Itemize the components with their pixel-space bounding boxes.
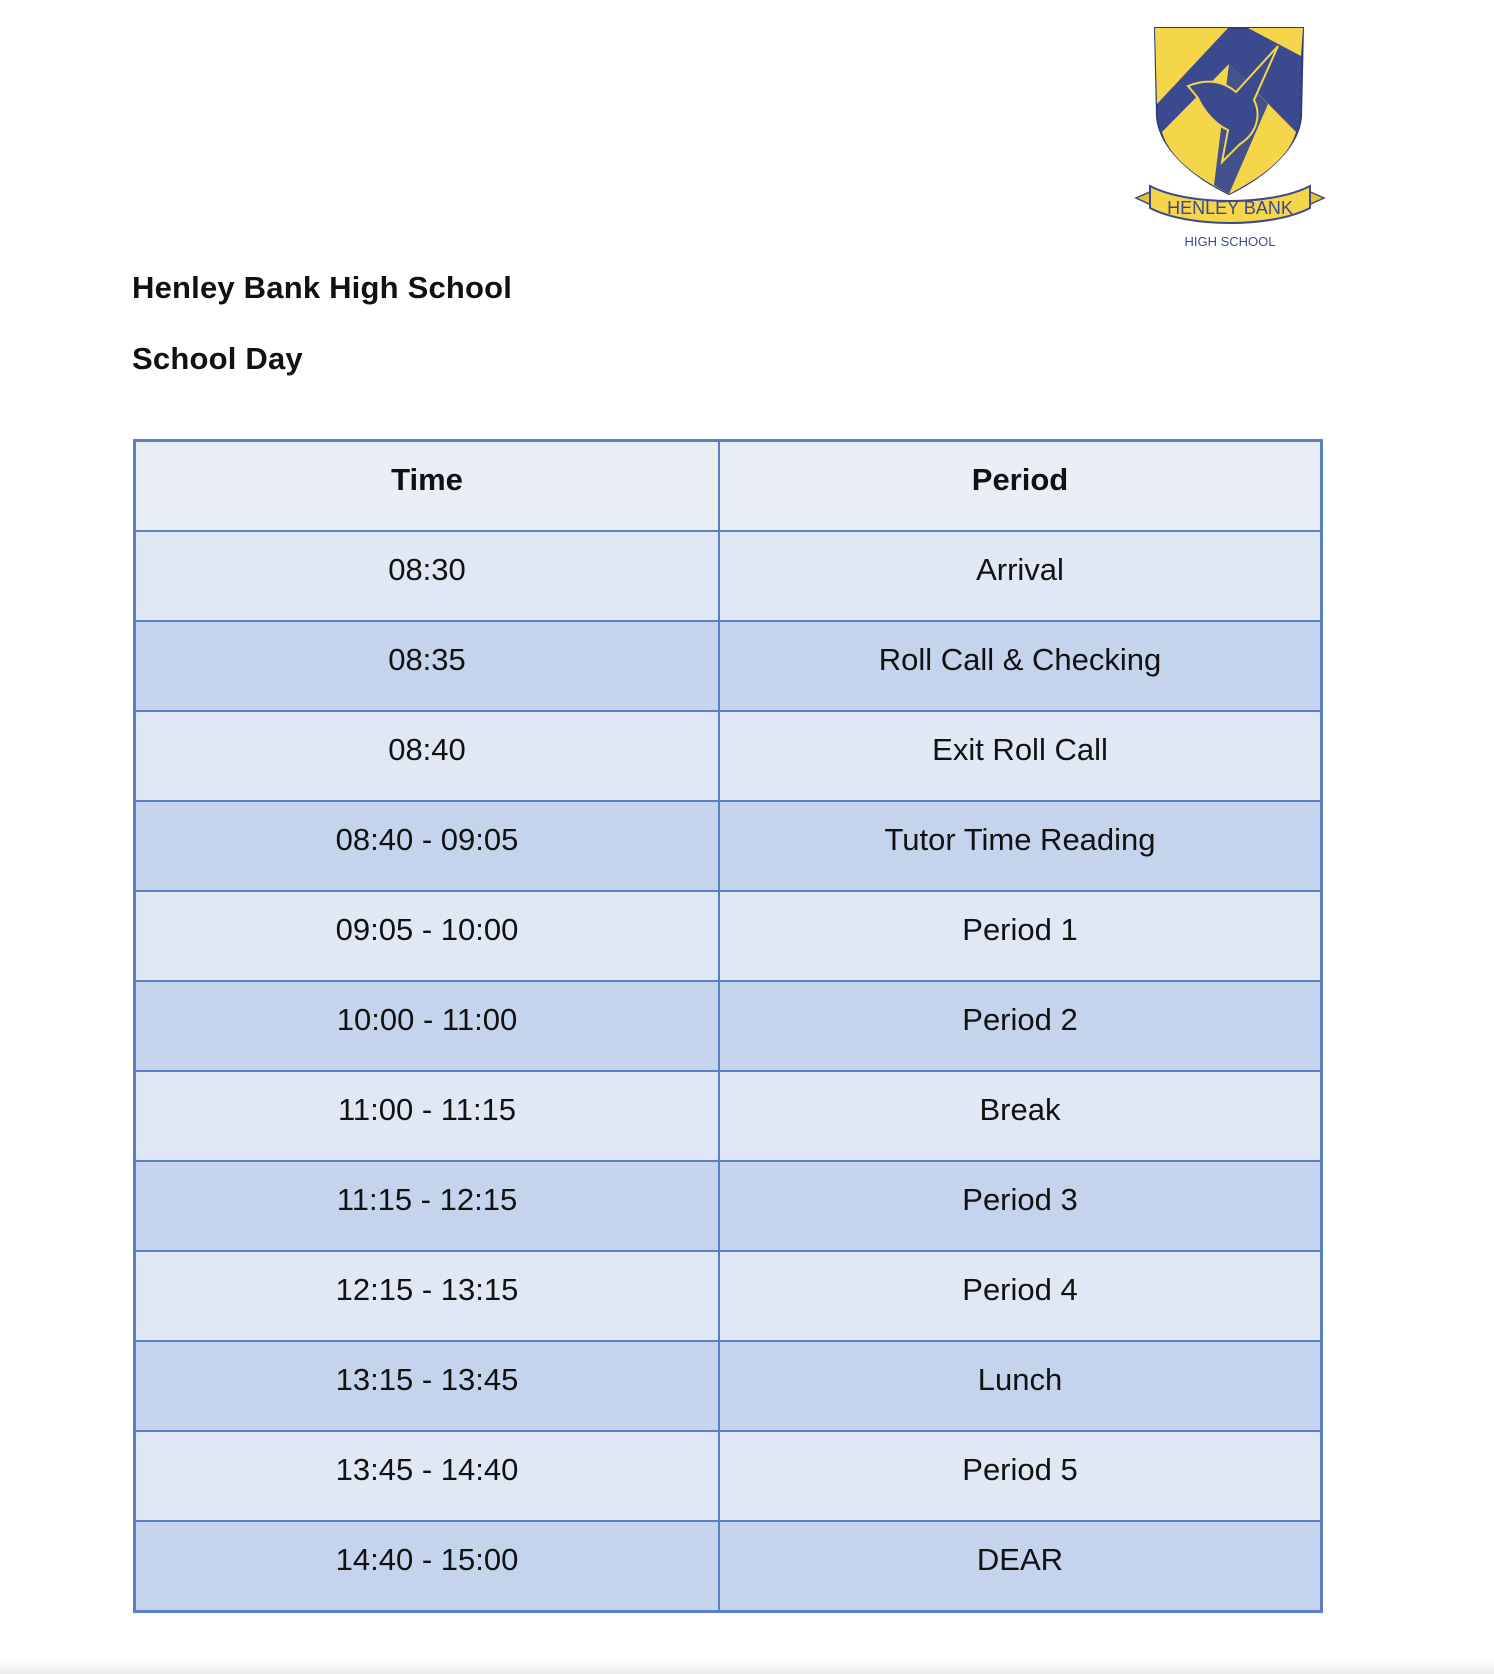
period-cell: Period 4 (719, 1251, 1322, 1341)
table-row (135, 1251, 1322, 1341)
table-row (135, 801, 1322, 891)
period-cell: Exit Roll Call (719, 711, 1322, 801)
time-cell: 08:40 (135, 711, 720, 801)
period-cell: Period 5 (719, 1431, 1322, 1521)
period-cell: Tutor Time Reading (719, 801, 1322, 891)
time-cell: 13:15 - 13:45 (135, 1341, 720, 1431)
table-row (135, 711, 1322, 801)
period-cell: Arrival (719, 531, 1322, 621)
table-row (135, 1431, 1322, 1521)
period-cell: Period 3 (719, 1161, 1322, 1251)
time-cell: 09:05 - 10:00 (135, 891, 720, 981)
period-cell: Period 2 (719, 981, 1322, 1071)
time-cell: 08:30 (135, 531, 720, 621)
period-cell: Roll Call & Checking (719, 621, 1322, 711)
header-period: Period (719, 441, 1322, 532)
period-cell: Lunch (719, 1341, 1322, 1431)
table-row (135, 1161, 1322, 1251)
table-header-row (135, 441, 1322, 532)
table-row (135, 1341, 1322, 1431)
time-cell: 13:45 - 14:40 (135, 1431, 720, 1521)
logo-banner-text: HENLEY BANK (1167, 198, 1293, 218)
school-crest-icon (1128, 12, 1332, 258)
page-title: School Day (132, 341, 303, 376)
table-row (135, 1521, 1322, 1612)
school-logo (1128, 12, 1332, 258)
time-cell: 12:15 - 13:15 (135, 1251, 720, 1341)
timetable (133, 439, 1323, 1613)
period-cell: Period 1 (719, 891, 1322, 981)
logo-sub-text: HIGH SCHOOL (1184, 234, 1276, 249)
header-time: Time (135, 441, 720, 532)
table-row (135, 981, 1322, 1071)
table-row (135, 1071, 1322, 1161)
time-cell: 10:00 - 11:00 (135, 981, 720, 1071)
school-name: Henley Bank High School (132, 270, 513, 305)
period-cell: Break (719, 1071, 1322, 1161)
table-row (135, 891, 1322, 981)
time-cell: 11:15 - 12:15 (135, 1161, 720, 1251)
time-cell: 08:40 - 09:05 (135, 801, 720, 891)
period-cell: DEAR (719, 1521, 1322, 1612)
table-row (135, 621, 1322, 711)
time-cell: 11:00 - 11:15 (135, 1071, 720, 1161)
table-row (135, 531, 1322, 621)
page-bottom-edge (0, 1660, 1494, 1674)
time-cell: 14:40 - 15:00 (135, 1521, 720, 1612)
time-cell: 08:35 (135, 621, 720, 711)
